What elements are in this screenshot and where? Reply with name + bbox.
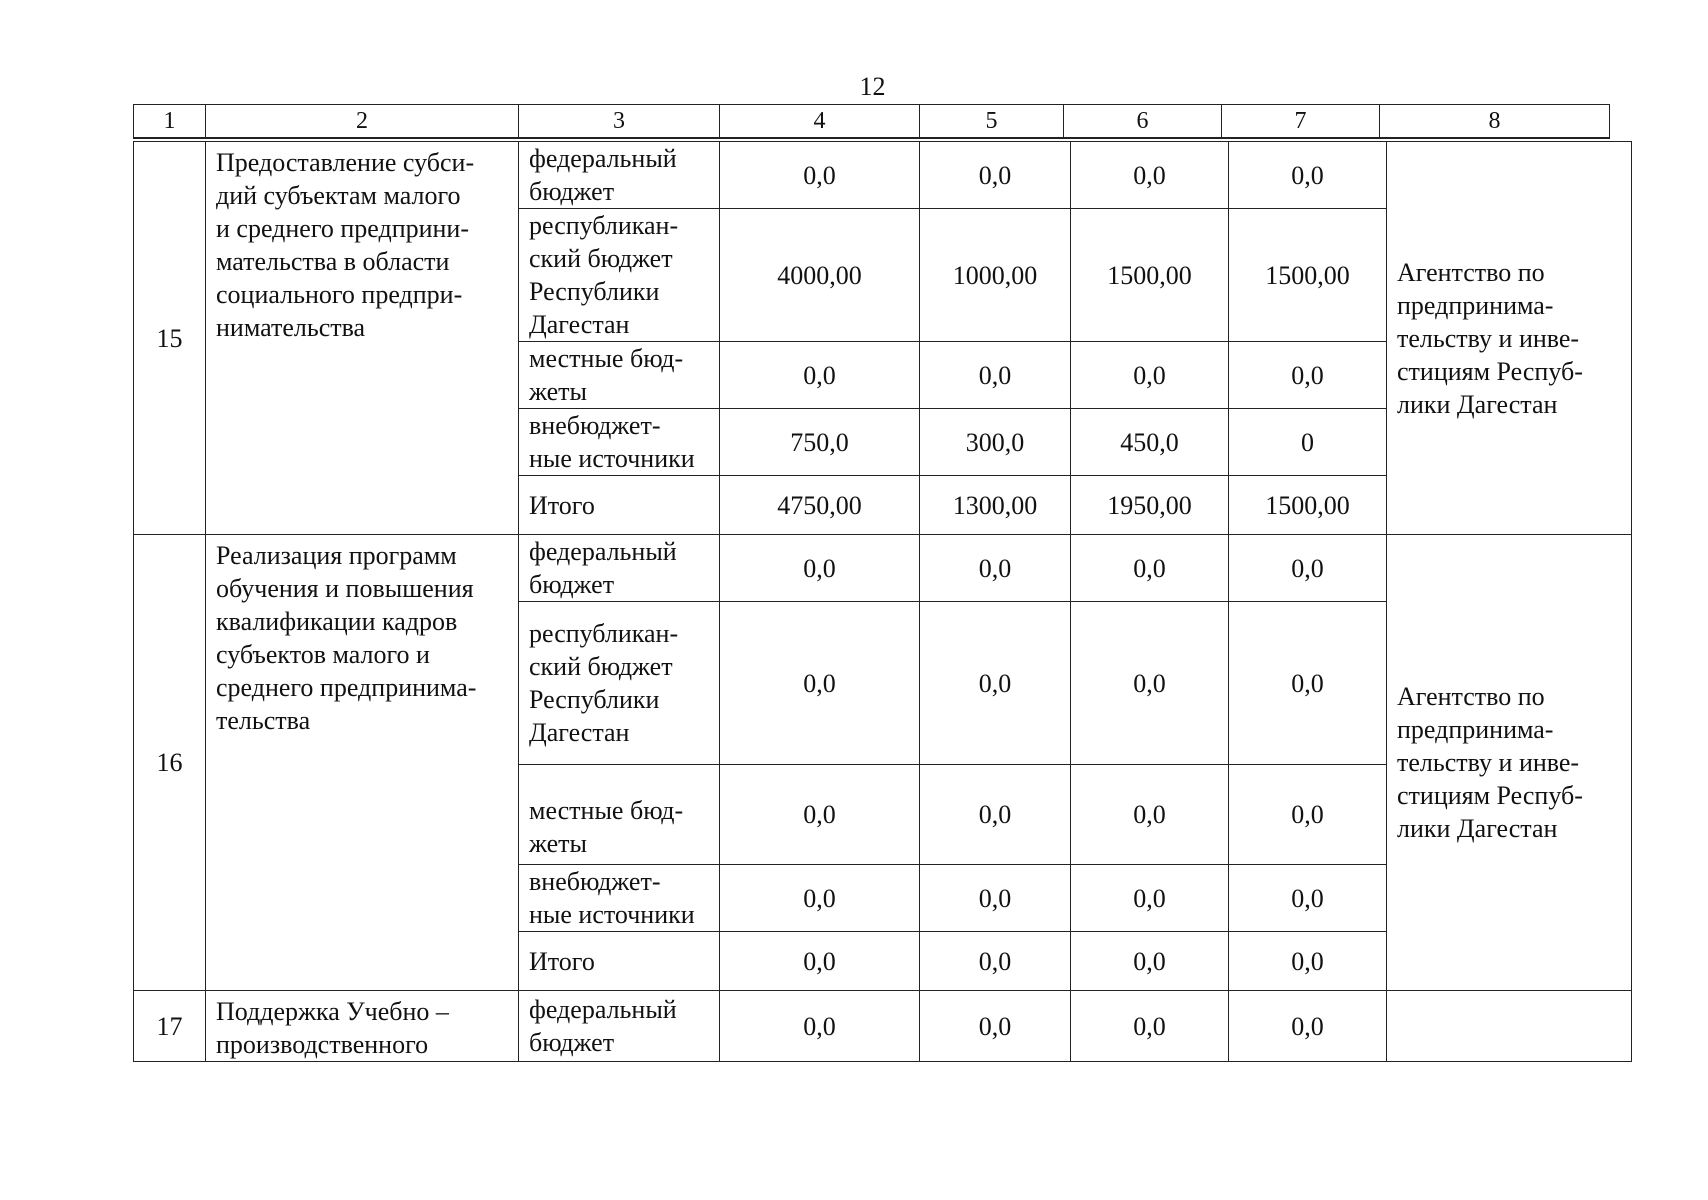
program-funding-table — [133, 141, 1632, 1062]
funding-source: республикан- ский бюджет Республики Дагестан — [519, 602, 720, 765]
total-value: 0,0 — [920, 932, 1071, 991]
value-cell: 0,0 — [1071, 765, 1229, 865]
value-cell: 0,0 — [920, 865, 1071, 932]
total-value: 0,0 — [1071, 932, 1229, 991]
value-cell: 0,0 — [1071, 991, 1229, 1062]
value-cell: 0,0 — [720, 535, 920, 602]
value-cell: 0,0 — [1071, 602, 1229, 765]
activity-name: Поддержка Учебно – производственного — [206, 991, 519, 1062]
value-cell: 300,0 — [920, 409, 1071, 476]
value-cell: 1000,00 — [920, 209, 1071, 342]
column-number: 5 — [920, 105, 1064, 139]
value-cell: 0 — [1229, 409, 1387, 476]
value-cell: 0,0 — [720, 865, 920, 932]
column-number: 7 — [1222, 105, 1380, 139]
funding-source: местные бюд- жеты — [519, 765, 720, 865]
funding-source: местные бюд- жеты — [519, 342, 720, 409]
column-number-header — [133, 104, 1610, 139]
value-cell: 0,0 — [1071, 342, 1229, 409]
total-value: 1950,00 — [1071, 476, 1229, 535]
value-cell: 750,0 — [720, 409, 920, 476]
funding-source: республикан- ский бюджет Республики Дагестан — [519, 209, 720, 342]
value-cell: 1500,00 — [1229, 209, 1387, 342]
value-cell: 0,0 — [1229, 602, 1387, 765]
value-cell: 0,0 — [1229, 865, 1387, 932]
value-cell: 0,0 — [720, 765, 920, 865]
value-cell: 0,0 — [1229, 535, 1387, 602]
value-cell: 0,0 — [1229, 142, 1387, 209]
value-cell: 0,0 — [720, 142, 920, 209]
value-cell: 0,0 — [1071, 142, 1229, 209]
executor: Агентство по предпринима- тельству и инве- стициям Респуб- лики Дагестан — [1387, 142, 1632, 535]
page-number: 12 — [859, 72, 886, 101]
total-value: 1500,00 — [1229, 476, 1387, 535]
total-value: 0,0 — [720, 932, 920, 991]
value-cell: 0,0 — [920, 765, 1071, 865]
funding-source: федеральный бюджет — [519, 991, 720, 1062]
activity-name: Предоставление субси- дий субъектам малого и среднего предприни- мательства в области социального предпри- нимательства — [206, 142, 519, 535]
funding-source: федеральный бюджет — [519, 535, 720, 602]
value-cell: 4000,00 — [720, 209, 920, 342]
value-cell: 0,0 — [1229, 991, 1387, 1062]
total-value: 4750,00 — [720, 476, 920, 535]
value-cell: 450,0 — [1071, 409, 1229, 476]
column-number: 3 — [519, 105, 720, 139]
value-cell: 0,0 — [920, 535, 1071, 602]
funding-source: внебюджет- ные источники — [519, 409, 720, 476]
row-number: 17 — [134, 991, 206, 1062]
total-value: 0,0 — [1229, 932, 1387, 991]
value-cell: 0,0 — [920, 991, 1071, 1062]
funding-source-total: Итого — [519, 932, 720, 991]
column-number: 8 — [1380, 105, 1610, 139]
value-cell: 0,0 — [920, 142, 1071, 209]
column-number: 4 — [720, 105, 920, 139]
value-cell: 0,0 — [920, 342, 1071, 409]
total-value: 1300,00 — [920, 476, 1071, 535]
row-number: 15 — [134, 142, 206, 535]
value-cell: 0,0 — [920, 602, 1071, 765]
funding-source: федеральный бюджет — [519, 142, 720, 209]
value-cell: 1500,00 — [1071, 209, 1229, 342]
value-cell: 0,0 — [720, 602, 920, 765]
value-cell: 0,0 — [720, 342, 920, 409]
value-cell: 0,0 — [1071, 865, 1229, 932]
value-cell: 0,0 — [1229, 765, 1387, 865]
executor — [1387, 991, 1632, 1062]
row-number: 16 — [134, 535, 206, 991]
column-number: 1 — [134, 105, 206, 139]
column-number: 2 — [206, 105, 519, 139]
executor: Агентство по предпринима- тельству и инве- стициям Респуб- лики Дагестан — [1387, 535, 1632, 991]
funding-source-total: Итого — [519, 476, 720, 535]
funding-source: внебюджет- ные источники — [519, 865, 720, 932]
column-number: 6 — [1064, 105, 1222, 139]
value-cell: 0,0 — [1229, 342, 1387, 409]
activity-name: Реализация программ обучения и повышения квалификации кадров субъектов малого и среднего предпринима- тельства — [206, 535, 519, 991]
value-cell: 0,0 — [720, 991, 920, 1062]
value-cell: 0,0 — [1071, 535, 1229, 602]
